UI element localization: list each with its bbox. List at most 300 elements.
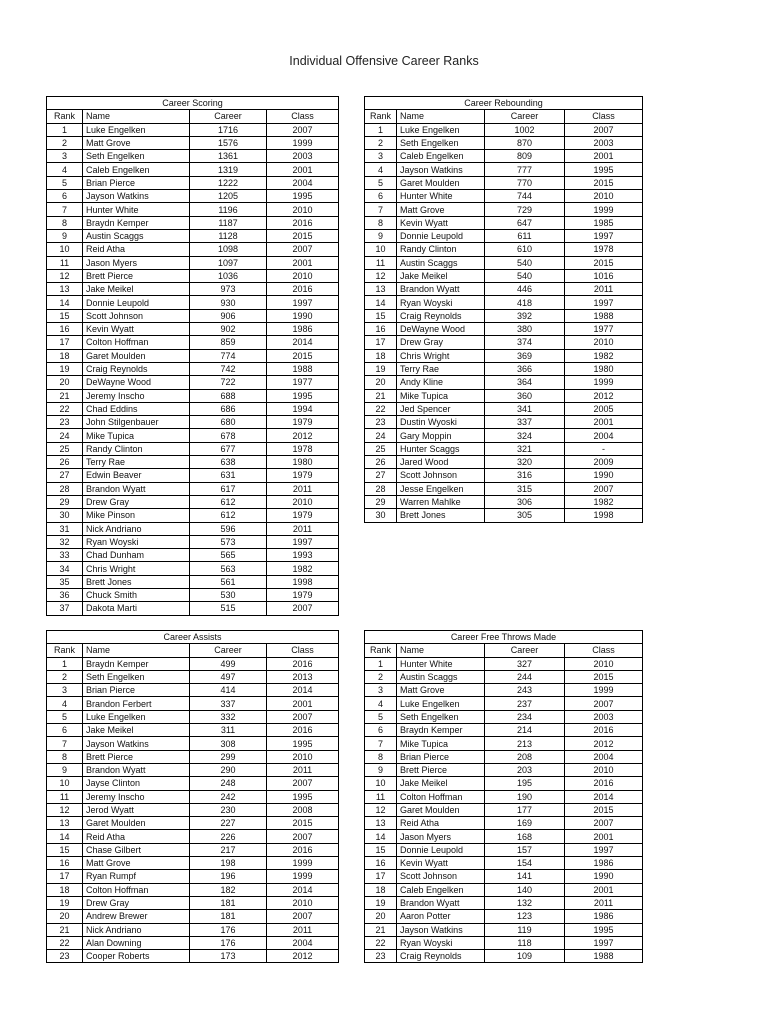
- class-cell: 2007: [267, 243, 339, 256]
- name-cell: Luke Engelken: [397, 697, 485, 710]
- table-row: [365, 883, 643, 896]
- career-cell: 777: [485, 163, 565, 176]
- name-cell: Cooper Roberts: [83, 950, 190, 963]
- table-row: [365, 843, 643, 856]
- name-cell: Jed Spencer: [397, 402, 485, 415]
- name-cell: Seth Engelken: [83, 670, 190, 683]
- table-row: [47, 269, 339, 282]
- rank-cell: 3: [365, 150, 397, 163]
- rank-cell: 28: [365, 482, 397, 495]
- rank-cell: 24: [365, 429, 397, 442]
- name-cell: Jason Myers: [397, 830, 485, 843]
- rank-cell: 18: [365, 883, 397, 896]
- table-row: [47, 376, 339, 389]
- rank-cell: 22: [365, 402, 397, 415]
- career-cell: 305: [485, 509, 565, 522]
- class-cell: 1995: [267, 389, 339, 402]
- name-cell: Colton Hoffman: [397, 790, 485, 803]
- class-cell: 2015: [565, 670, 643, 683]
- class-cell: 1994: [267, 402, 339, 415]
- career-cell: 140: [485, 883, 565, 896]
- career-cell: 244: [485, 670, 565, 683]
- class-cell: 2001: [565, 150, 643, 163]
- rank-cell: 22: [47, 402, 83, 415]
- class-cell: 1982: [565, 349, 643, 362]
- name-cell: John Stilgenbauer: [83, 416, 190, 429]
- rank-cell: 36: [47, 588, 83, 601]
- class-cell: 1999: [267, 857, 339, 870]
- class-cell: 2016: [267, 216, 339, 229]
- rank-cell: 1: [365, 657, 397, 670]
- table-row: [47, 830, 339, 843]
- table-row: [365, 389, 643, 402]
- career-cell: 237: [485, 697, 565, 710]
- name-cell: Warren Mahlke: [397, 495, 485, 508]
- class-cell: 1995: [267, 790, 339, 803]
- name-cell: Craig Reynolds: [397, 309, 485, 322]
- table-row: [47, 176, 339, 189]
- class-cell: 2016: [565, 777, 643, 790]
- name-cell: Craig Reynolds: [83, 362, 190, 375]
- table-row: [365, 830, 643, 843]
- rank-cell: 1: [365, 123, 397, 136]
- career-cell: 327: [485, 657, 565, 670]
- career-cell: 321: [485, 442, 565, 455]
- class-cell: 1995: [565, 923, 643, 936]
- rank-cell: 20: [47, 376, 83, 389]
- class-cell: 2007: [267, 602, 339, 615]
- career-cell: 774: [190, 349, 267, 362]
- table-row: [47, 588, 339, 601]
- class-cell: 2005: [565, 402, 643, 415]
- class-cell: 1995: [565, 163, 643, 176]
- career-cell: 214: [485, 724, 565, 737]
- table-row: [365, 323, 643, 336]
- class-cell: 2014: [565, 790, 643, 803]
- rank-cell: 8: [365, 750, 397, 763]
- table-row: [47, 817, 339, 830]
- table-row: [47, 509, 339, 522]
- table-row: [365, 870, 643, 883]
- class-cell: 2010: [267, 495, 339, 508]
- name-cell: Braydn Kemper: [397, 724, 485, 737]
- name-cell: Luke Engelken: [83, 710, 190, 723]
- name-cell: Austin Scaggs: [397, 670, 485, 683]
- name-cell: Jayson Watkins: [83, 737, 190, 750]
- career-cell: 299: [190, 750, 267, 763]
- name-cell: Garet Moulden: [397, 803, 485, 816]
- rank-cell: 9: [365, 229, 397, 242]
- career-cell: 182: [190, 883, 267, 896]
- rank-cell: 19: [47, 362, 83, 375]
- table-row: [365, 482, 643, 495]
- career-cell: 177: [485, 803, 565, 816]
- table-row: [365, 857, 643, 870]
- table-row: [365, 777, 643, 790]
- name-cell: Matt Grove: [83, 136, 190, 149]
- table-row: [365, 176, 643, 189]
- rank-cell: 16: [47, 857, 83, 870]
- name-cell: Jayson Watkins: [83, 190, 190, 203]
- class-cell: 2008: [267, 803, 339, 816]
- class-cell: 1999: [267, 870, 339, 883]
- class-cell: 1985: [565, 216, 643, 229]
- name-cell: Chase Gilbert: [83, 843, 190, 856]
- table-row: [47, 790, 339, 803]
- table-row: [365, 283, 643, 296]
- career-cell: 540: [485, 256, 565, 269]
- page-title: Individual Offensive Career Ranks: [289, 54, 479, 68]
- name-cell: Gary Moppin: [397, 429, 485, 442]
- rank-cell: 16: [47, 323, 83, 336]
- table-row: [47, 724, 339, 737]
- name-cell: Brett Jones: [83, 575, 190, 588]
- name-cell: Edwin Beaver: [83, 469, 190, 482]
- career-cell: 198: [190, 857, 267, 870]
- table-row: [365, 724, 643, 737]
- name-cell: Caleb Engelken: [397, 150, 485, 163]
- class-cell: 2013: [267, 670, 339, 683]
- class-cell: 2004: [565, 429, 643, 442]
- career-cell: 610: [485, 243, 565, 256]
- table-row: [365, 349, 643, 362]
- class-cell: 2011: [267, 482, 339, 495]
- career-cell: 1187: [190, 216, 267, 229]
- table-row: [47, 442, 339, 455]
- career-scoring-table: [46, 96, 339, 616]
- class-cell: 1986: [565, 910, 643, 923]
- rank-cell: 11: [365, 790, 397, 803]
- rank-cell: 8: [47, 750, 83, 763]
- name-cell: Jayson Watkins: [397, 163, 485, 176]
- career-cell: 497: [190, 670, 267, 683]
- name-cell: Brian Pierce: [83, 176, 190, 189]
- table-row: [47, 362, 339, 375]
- career-cell: 563: [190, 562, 267, 575]
- career-cell: 446: [485, 283, 565, 296]
- column-header-class: Class: [267, 110, 339, 123]
- column-header-name: Name: [83, 644, 190, 657]
- rank-cell: 12: [365, 269, 397, 282]
- class-cell: 1988: [267, 362, 339, 375]
- class-cell: 2007: [267, 910, 339, 923]
- class-cell: 2003: [565, 710, 643, 723]
- rank-cell: 7: [47, 737, 83, 750]
- career-cell: 1576: [190, 136, 267, 149]
- rank-cell: 16: [365, 323, 397, 336]
- table-row: [47, 283, 339, 296]
- name-cell: Brett Pierce: [83, 269, 190, 282]
- rank-cell: 20: [47, 910, 83, 923]
- name-cell: DeWayne Wood: [397, 323, 485, 336]
- table-body: [47, 123, 339, 615]
- name-cell: DeWayne Wood: [83, 376, 190, 389]
- career-cell: 611: [485, 229, 565, 242]
- rank-cell: 18: [47, 349, 83, 362]
- career-cell: 227: [190, 817, 267, 830]
- table-title: Career Rebounding: [365, 97, 643, 110]
- rank-cell: 2: [365, 136, 397, 149]
- career-cell: 680: [190, 416, 267, 429]
- rank-cell: 19: [47, 896, 83, 909]
- career-cell: 364: [485, 376, 565, 389]
- table-row: [47, 256, 339, 269]
- career-cell: 316: [485, 469, 565, 482]
- class-cell: 2007: [267, 830, 339, 843]
- rank-cell: 27: [365, 469, 397, 482]
- table-row: [47, 910, 339, 923]
- career-cell: 809: [485, 150, 565, 163]
- class-cell: 2001: [267, 163, 339, 176]
- rank-cell: 11: [47, 790, 83, 803]
- table-row: [365, 309, 643, 322]
- name-cell: Donnie Leupold: [397, 229, 485, 242]
- table-row: [365, 750, 643, 763]
- class-cell: 2010: [267, 203, 339, 216]
- rank-cell: 28: [47, 482, 83, 495]
- name-cell: Donnie Leupold: [83, 296, 190, 309]
- class-cell: 2007: [565, 482, 643, 495]
- career-cell: 195: [485, 777, 565, 790]
- name-cell: Jayson Watkins: [397, 923, 485, 936]
- career-free-throws-table: [364, 630, 643, 963]
- class-cell: 1999: [267, 136, 339, 149]
- class-cell: 2007: [565, 697, 643, 710]
- career-cell: 109: [485, 950, 565, 963]
- class-cell: 1997: [565, 296, 643, 309]
- table-row: [47, 456, 339, 469]
- table-row: [365, 763, 643, 776]
- rank-cell: 3: [47, 150, 83, 163]
- class-cell: 2011: [267, 923, 339, 936]
- rank-cell: 5: [47, 710, 83, 723]
- career-cell: 870: [485, 136, 565, 149]
- name-cell: Dustin Wyoski: [397, 416, 485, 429]
- rank-cell: 33: [47, 549, 83, 562]
- class-cell: 1978: [565, 243, 643, 256]
- rank-cell: 13: [365, 283, 397, 296]
- name-cell: Jason Myers: [83, 256, 190, 269]
- career-cell: 176: [190, 923, 267, 936]
- table-row: [47, 936, 339, 949]
- rank-cell: 23: [365, 950, 397, 963]
- class-cell: 2003: [267, 150, 339, 163]
- class-cell: 2015: [565, 256, 643, 269]
- table-row: [47, 389, 339, 402]
- career-cell: 217: [190, 843, 267, 856]
- rank-cell: 19: [365, 896, 397, 909]
- class-cell: 1995: [267, 190, 339, 203]
- rank-cell: 8: [365, 216, 397, 229]
- class-cell: 2012: [267, 950, 339, 963]
- rank-cell: 15: [365, 309, 397, 322]
- table-row: [365, 256, 643, 269]
- rank-cell: 12: [365, 803, 397, 816]
- class-cell: 1982: [565, 495, 643, 508]
- rank-cell: 21: [47, 923, 83, 936]
- table-row: [365, 190, 643, 203]
- class-cell: 2011: [565, 896, 643, 909]
- table-row: [365, 229, 643, 242]
- class-cell: 1980: [565, 362, 643, 375]
- class-cell: 1999: [565, 203, 643, 216]
- name-cell: Colton Hoffman: [83, 883, 190, 896]
- rank-cell: 21: [47, 389, 83, 402]
- name-cell: Ryan Woyski: [83, 535, 190, 548]
- name-cell: Jerod Wyatt: [83, 803, 190, 816]
- career-cell: 369: [485, 349, 565, 362]
- table-row: [47, 883, 339, 896]
- rank-cell: 16: [365, 857, 397, 870]
- rank-cell: 20: [365, 376, 397, 389]
- class-cell: 1988: [565, 950, 643, 963]
- rank-cell: 7: [365, 203, 397, 216]
- table-row: [47, 710, 339, 723]
- class-cell: 2015: [267, 817, 339, 830]
- rank-cell: 14: [365, 830, 397, 843]
- table-row: [365, 817, 643, 830]
- rank-cell: 23: [47, 950, 83, 963]
- name-cell: Brandon Wyatt: [83, 763, 190, 776]
- name-cell: Matt Grove: [83, 857, 190, 870]
- table-title: Career Free Throws Made: [365, 631, 643, 644]
- rank-cell: 2: [47, 136, 83, 149]
- career-cell: 612: [190, 509, 267, 522]
- career-cell: 499: [190, 657, 267, 670]
- career-cell: 1716: [190, 123, 267, 136]
- table-row: [47, 575, 339, 588]
- table-row: [47, 309, 339, 322]
- table-row: [47, 495, 339, 508]
- table-row: [47, 402, 339, 415]
- name-cell: Terry Rae: [397, 362, 485, 375]
- table-row: [47, 549, 339, 562]
- rank-cell: 2: [47, 670, 83, 683]
- rank-cell: 8: [47, 216, 83, 229]
- rank-cell: 7: [47, 203, 83, 216]
- class-cell: 1016: [565, 269, 643, 282]
- career-cell: 414: [190, 684, 267, 697]
- rank-cell: 4: [365, 697, 397, 710]
- table-body: [365, 123, 643, 522]
- table-row: [47, 857, 339, 870]
- rank-cell: 15: [365, 843, 397, 856]
- table-row: [365, 416, 643, 429]
- table-row: [47, 229, 339, 242]
- table-row: [365, 123, 643, 136]
- table-row: [47, 429, 339, 442]
- name-cell: Hunter Scaggs: [397, 442, 485, 455]
- table-row: [47, 150, 339, 163]
- career-cell: 181: [190, 896, 267, 909]
- rank-cell: 31: [47, 522, 83, 535]
- table-row: [47, 763, 339, 776]
- class-cell: 1977: [565, 323, 643, 336]
- career-cell: 1319: [190, 163, 267, 176]
- class-cell: 1990: [565, 870, 643, 883]
- class-cell: 2015: [565, 803, 643, 816]
- career-cell: 213: [485, 737, 565, 750]
- name-cell: Matt Grove: [397, 684, 485, 697]
- rank-cell: 17: [365, 870, 397, 883]
- career-cell: 118: [485, 936, 565, 949]
- table-row: [47, 950, 339, 963]
- rank-cell: 23: [47, 416, 83, 429]
- name-cell: Brett Pierce: [397, 763, 485, 776]
- class-cell: 2007: [267, 777, 339, 790]
- name-cell: Randy Clinton: [397, 243, 485, 256]
- career-cell: 686: [190, 402, 267, 415]
- table-row: [47, 349, 339, 362]
- rank-cell: 3: [47, 684, 83, 697]
- class-cell: 2007: [267, 710, 339, 723]
- name-cell: Brett Pierce: [83, 750, 190, 763]
- career-cell: 242: [190, 790, 267, 803]
- class-cell: 2003: [565, 136, 643, 149]
- class-cell: 1986: [267, 323, 339, 336]
- career-cell: 181: [190, 910, 267, 923]
- class-cell: 2009: [565, 456, 643, 469]
- career-cell: 308: [190, 737, 267, 750]
- class-cell: 2012: [565, 737, 643, 750]
- career-cell: 906: [190, 309, 267, 322]
- name-cell: Alan Downing: [83, 936, 190, 949]
- table-row: [47, 216, 339, 229]
- name-cell: Chris Wright: [83, 562, 190, 575]
- career-cell: 902: [190, 323, 267, 336]
- career-cell: 631: [190, 469, 267, 482]
- career-cell: 973: [190, 283, 267, 296]
- name-cell: Braydn Kemper: [83, 657, 190, 670]
- name-cell: Reid Atha: [83, 243, 190, 256]
- rank-cell: 6: [47, 190, 83, 203]
- name-cell: Brandon Ferbert: [83, 697, 190, 710]
- career-cell: 311: [190, 724, 267, 737]
- rank-cell: 10: [47, 777, 83, 790]
- class-cell: 2010: [267, 750, 339, 763]
- career-cell: 565: [190, 549, 267, 562]
- rank-cell: 13: [47, 817, 83, 830]
- career-cell: 1222: [190, 176, 267, 189]
- career-cell: 248: [190, 777, 267, 790]
- career-cell: 380: [485, 323, 565, 336]
- table-row: [365, 296, 643, 309]
- table-row: [365, 803, 643, 816]
- career-cell: 230: [190, 803, 267, 816]
- class-cell: 1999: [565, 376, 643, 389]
- table-row: [365, 336, 643, 349]
- career-cell: 561: [190, 575, 267, 588]
- table-row: [365, 216, 643, 229]
- table-body: [365, 657, 643, 963]
- class-cell: 2016: [267, 657, 339, 670]
- career-cell: 647: [485, 216, 565, 229]
- name-cell: Seth Engelken: [397, 710, 485, 723]
- table-row: [47, 737, 339, 750]
- name-cell: Chris Wright: [397, 349, 485, 362]
- table-row: [47, 923, 339, 936]
- class-cell: 1998: [565, 509, 643, 522]
- name-cell: Andy Kline: [397, 376, 485, 389]
- career-cell: 515: [190, 602, 267, 615]
- name-cell: Brian Pierce: [83, 684, 190, 697]
- table-row: [47, 482, 339, 495]
- rank-cell: 1: [47, 123, 83, 136]
- column-header-name: Name: [397, 110, 485, 123]
- class-cell: 1993: [267, 549, 339, 562]
- career-cell: 418: [485, 296, 565, 309]
- rank-cell: 11: [365, 256, 397, 269]
